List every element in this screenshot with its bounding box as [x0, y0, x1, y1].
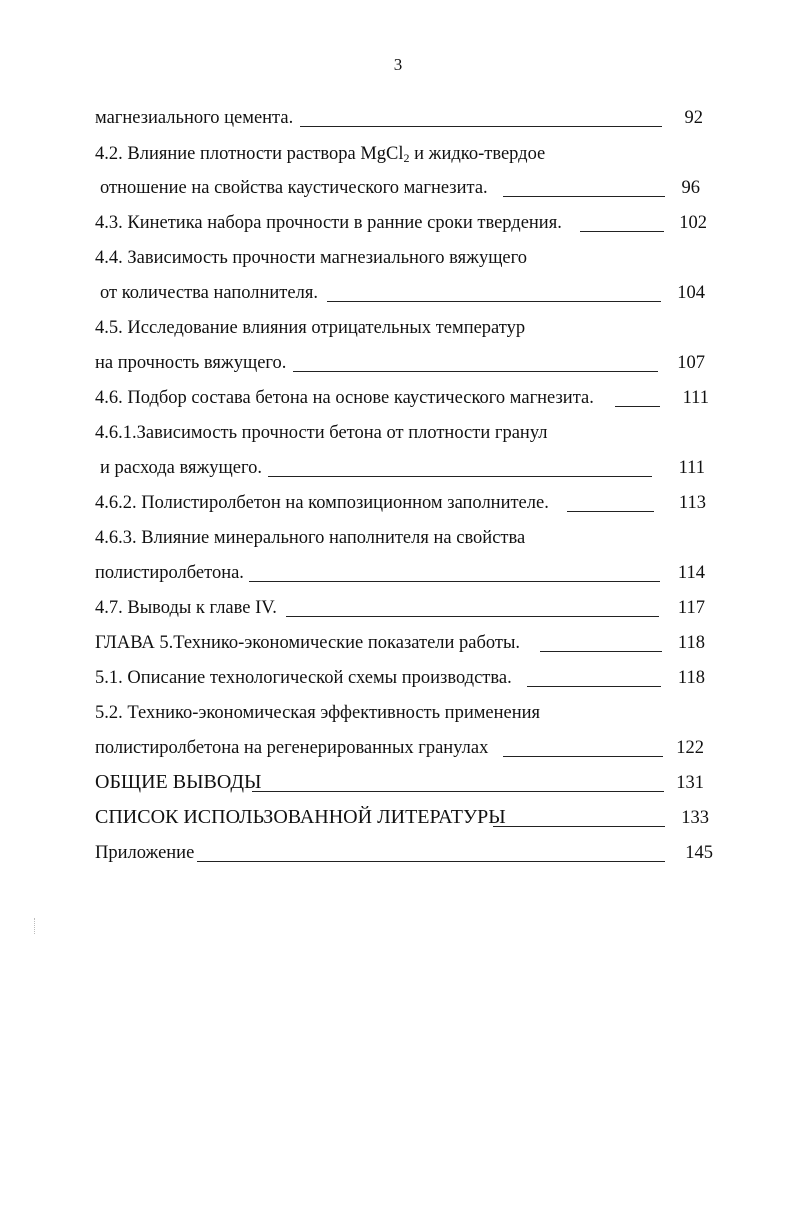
toc-leader: [540, 651, 662, 652]
toc-entry-text: от количества наполнителя.: [100, 283, 318, 303]
toc-entry-text: 4.5. Исследование влияния отрицательных температур: [95, 318, 526, 338]
toc-entry-text: полистиролбетона.: [95, 563, 244, 583]
toc-leader: [527, 686, 661, 687]
toc-entry-subscript: 2: [403, 151, 410, 165]
toc-entry-text: ОБЩИЕ ВЫВОДЫ: [95, 771, 262, 793]
toc-entry-page: 131: [676, 773, 704, 793]
toc-entry-page: 92: [684, 108, 703, 128]
toc-entry-text: 4.6.3. Влияние минерального наполнителя на свойства: [95, 528, 526, 548]
toc-leader: [503, 196, 665, 197]
toc-entry-page: 145: [685, 843, 713, 863]
toc-entry-page: 107: [677, 353, 705, 373]
toc-leader: [327, 301, 661, 302]
toc-leader: [293, 371, 658, 372]
toc-entry-page: 133: [681, 808, 709, 828]
toc-leader: [268, 476, 652, 477]
toc-entry-page: 117: [677, 598, 705, 618]
toc-leader: [197, 861, 665, 862]
toc-entry-page: 122: [676, 738, 704, 758]
toc-entry-text: ГЛАВА 5.Технико-экономические показатели работы.: [95, 633, 521, 653]
toc-leader: [580, 231, 664, 232]
toc-entry-page: 111: [682, 388, 709, 408]
toc-entry-page: 114: [677, 563, 705, 583]
toc-leader: [300, 126, 662, 127]
toc-entry-text: 4.6. Подбор состава бетона на основе каустического магнезита.: [95, 388, 594, 408]
toc-entry-text: 4.6.2. Полистиролбетон на композиционном заполнителе.: [95, 493, 549, 513]
toc-entry-text: и расхода вяжущего.: [100, 458, 262, 478]
toc-entry-page: 102: [679, 213, 707, 233]
toc-leader: [249, 581, 660, 582]
toc-entry-page: 104: [677, 283, 705, 303]
toc-entry-text: Приложение: [95, 843, 195, 863]
toc-entry-page: 118: [677, 633, 705, 653]
toc-entry-page: 96: [681, 178, 700, 198]
toc-entry-page: 111: [678, 458, 705, 478]
toc-entry-text-heading: [95, 143, 545, 169]
toc-entry-text: 4.4. Зависимость прочности магнезиального вяжущего: [95, 248, 528, 268]
toc-entry-text: 4.3. Кинетика набора прочности в ранние сроки твердения.: [95, 213, 562, 233]
toc-entry-text: СПИСОК ИСПОЛЬЗОВАННОЙ ЛИТЕРАТУРЫ: [95, 806, 506, 828]
toc-leader: [615, 406, 660, 407]
toc-entry-text: магнезиального цемента.: [95, 108, 294, 128]
toc-entry-text: 4.7. Выводы к главе IV.: [95, 598, 277, 618]
toc-entry-text: отношение на свойства каустического магнезита.: [100, 178, 488, 198]
toc-entry-text: полистиролбетона на регенерированных гранулах: [95, 738, 489, 758]
toc-leader: [567, 511, 654, 512]
scan-artifact: [34, 918, 37, 934]
page-number: 3: [393, 55, 403, 74]
toc-leader: [493, 826, 665, 827]
toc-entry-text-continued: и жидко-твердое: [409, 144, 546, 164]
toc-leader: [286, 616, 659, 617]
toc-entry-text: 4.2. Влияние плотности раствора MgCl: [95, 144, 404, 164]
toc-entry-text: 5.2. Технико-экономическая эффективность применения: [95, 703, 541, 723]
toc-leader: [252, 791, 664, 792]
toc-entry-text: 5.1. Описание технологической схемы производства.: [95, 668, 512, 688]
toc-entry-page: 113: [678, 493, 706, 513]
toc-entry-text: 4.6.1.Зависимость прочности бетона от плотности гранул: [95, 423, 548, 443]
toc-entry-text: на прочность вяжущего.: [95, 353, 287, 373]
toc-entry-page: 118: [677, 668, 705, 688]
toc-leader: [503, 756, 663, 757]
